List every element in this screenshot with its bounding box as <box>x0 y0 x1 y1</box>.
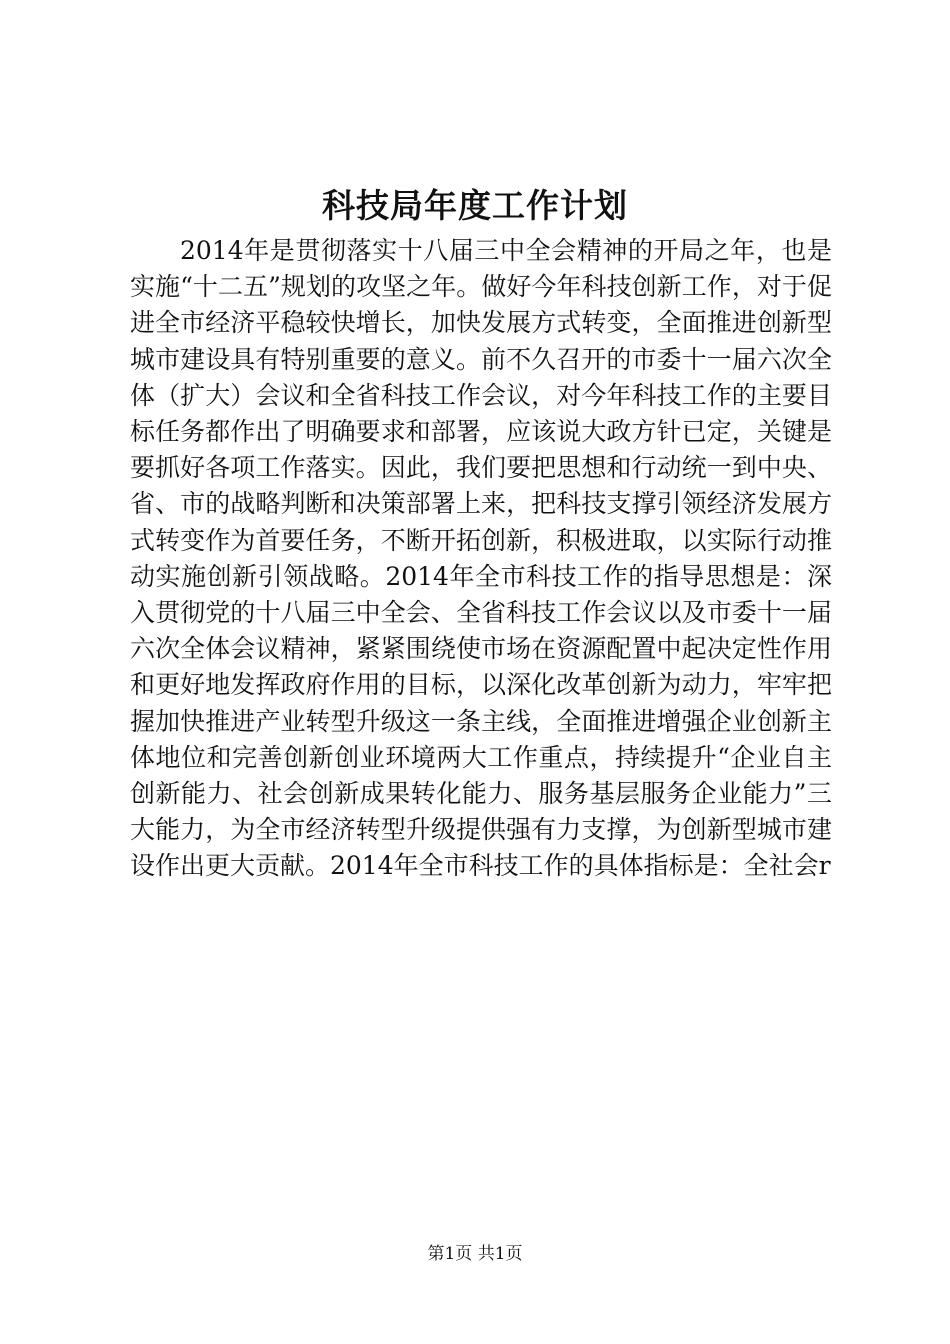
page-footer: 第1页 共1页 <box>427 1244 523 1264</box>
document-title: 科技局年度工作计划 <box>322 186 628 225</box>
body-paragraph: 2014年是贯彻落实十八届三中全会精神的开局之年，也是实施“十二五”规划的攻坚之年。做好今年科技创新工作，对于促进全市经济平稳较快增长，加快发展方式转变，全面推进创新型城市建设具有特别重要的意义。前不久召开的市委十一届六次全体（扩大）会议和全省科技工作会议，对今年科技工作的主要目标任务都作出了明确要求和部署，应该说大政方针已定，关键是要抓好各项工作落实。因此，我们要把思想和行动统一到中央、省、市的战略判断和决策部署上来，把科技支撑引领经济发展方式转变作为首要任务，不断开拓创新，积极进取，以实际行动推动实施创新引领战略。2014年全市科技工作的指导思想是：深入贯彻党的十八届三中全会、全省科技工作会议以及市委十一届六次全体会议精神，紧紧围绕使市场在资源配置中起决定性作用和更好地发挥政府作用的目标，以深化改革创新为动力，牢牢把握加快推进产业转型升级这一条主线，全面推进增强企业创新主体地位和完善创新创业环境两大工作重点，持续提升“企业自主创新能力、社会创新成果转化能力、服务基层服务企业能力”三大能力，为全市经济转型升级提供强有力支撑，为创新型城市建设作出更大贡献。2014年全市科技工作的具体指标是：全社会r <box>130 236 832 881</box>
